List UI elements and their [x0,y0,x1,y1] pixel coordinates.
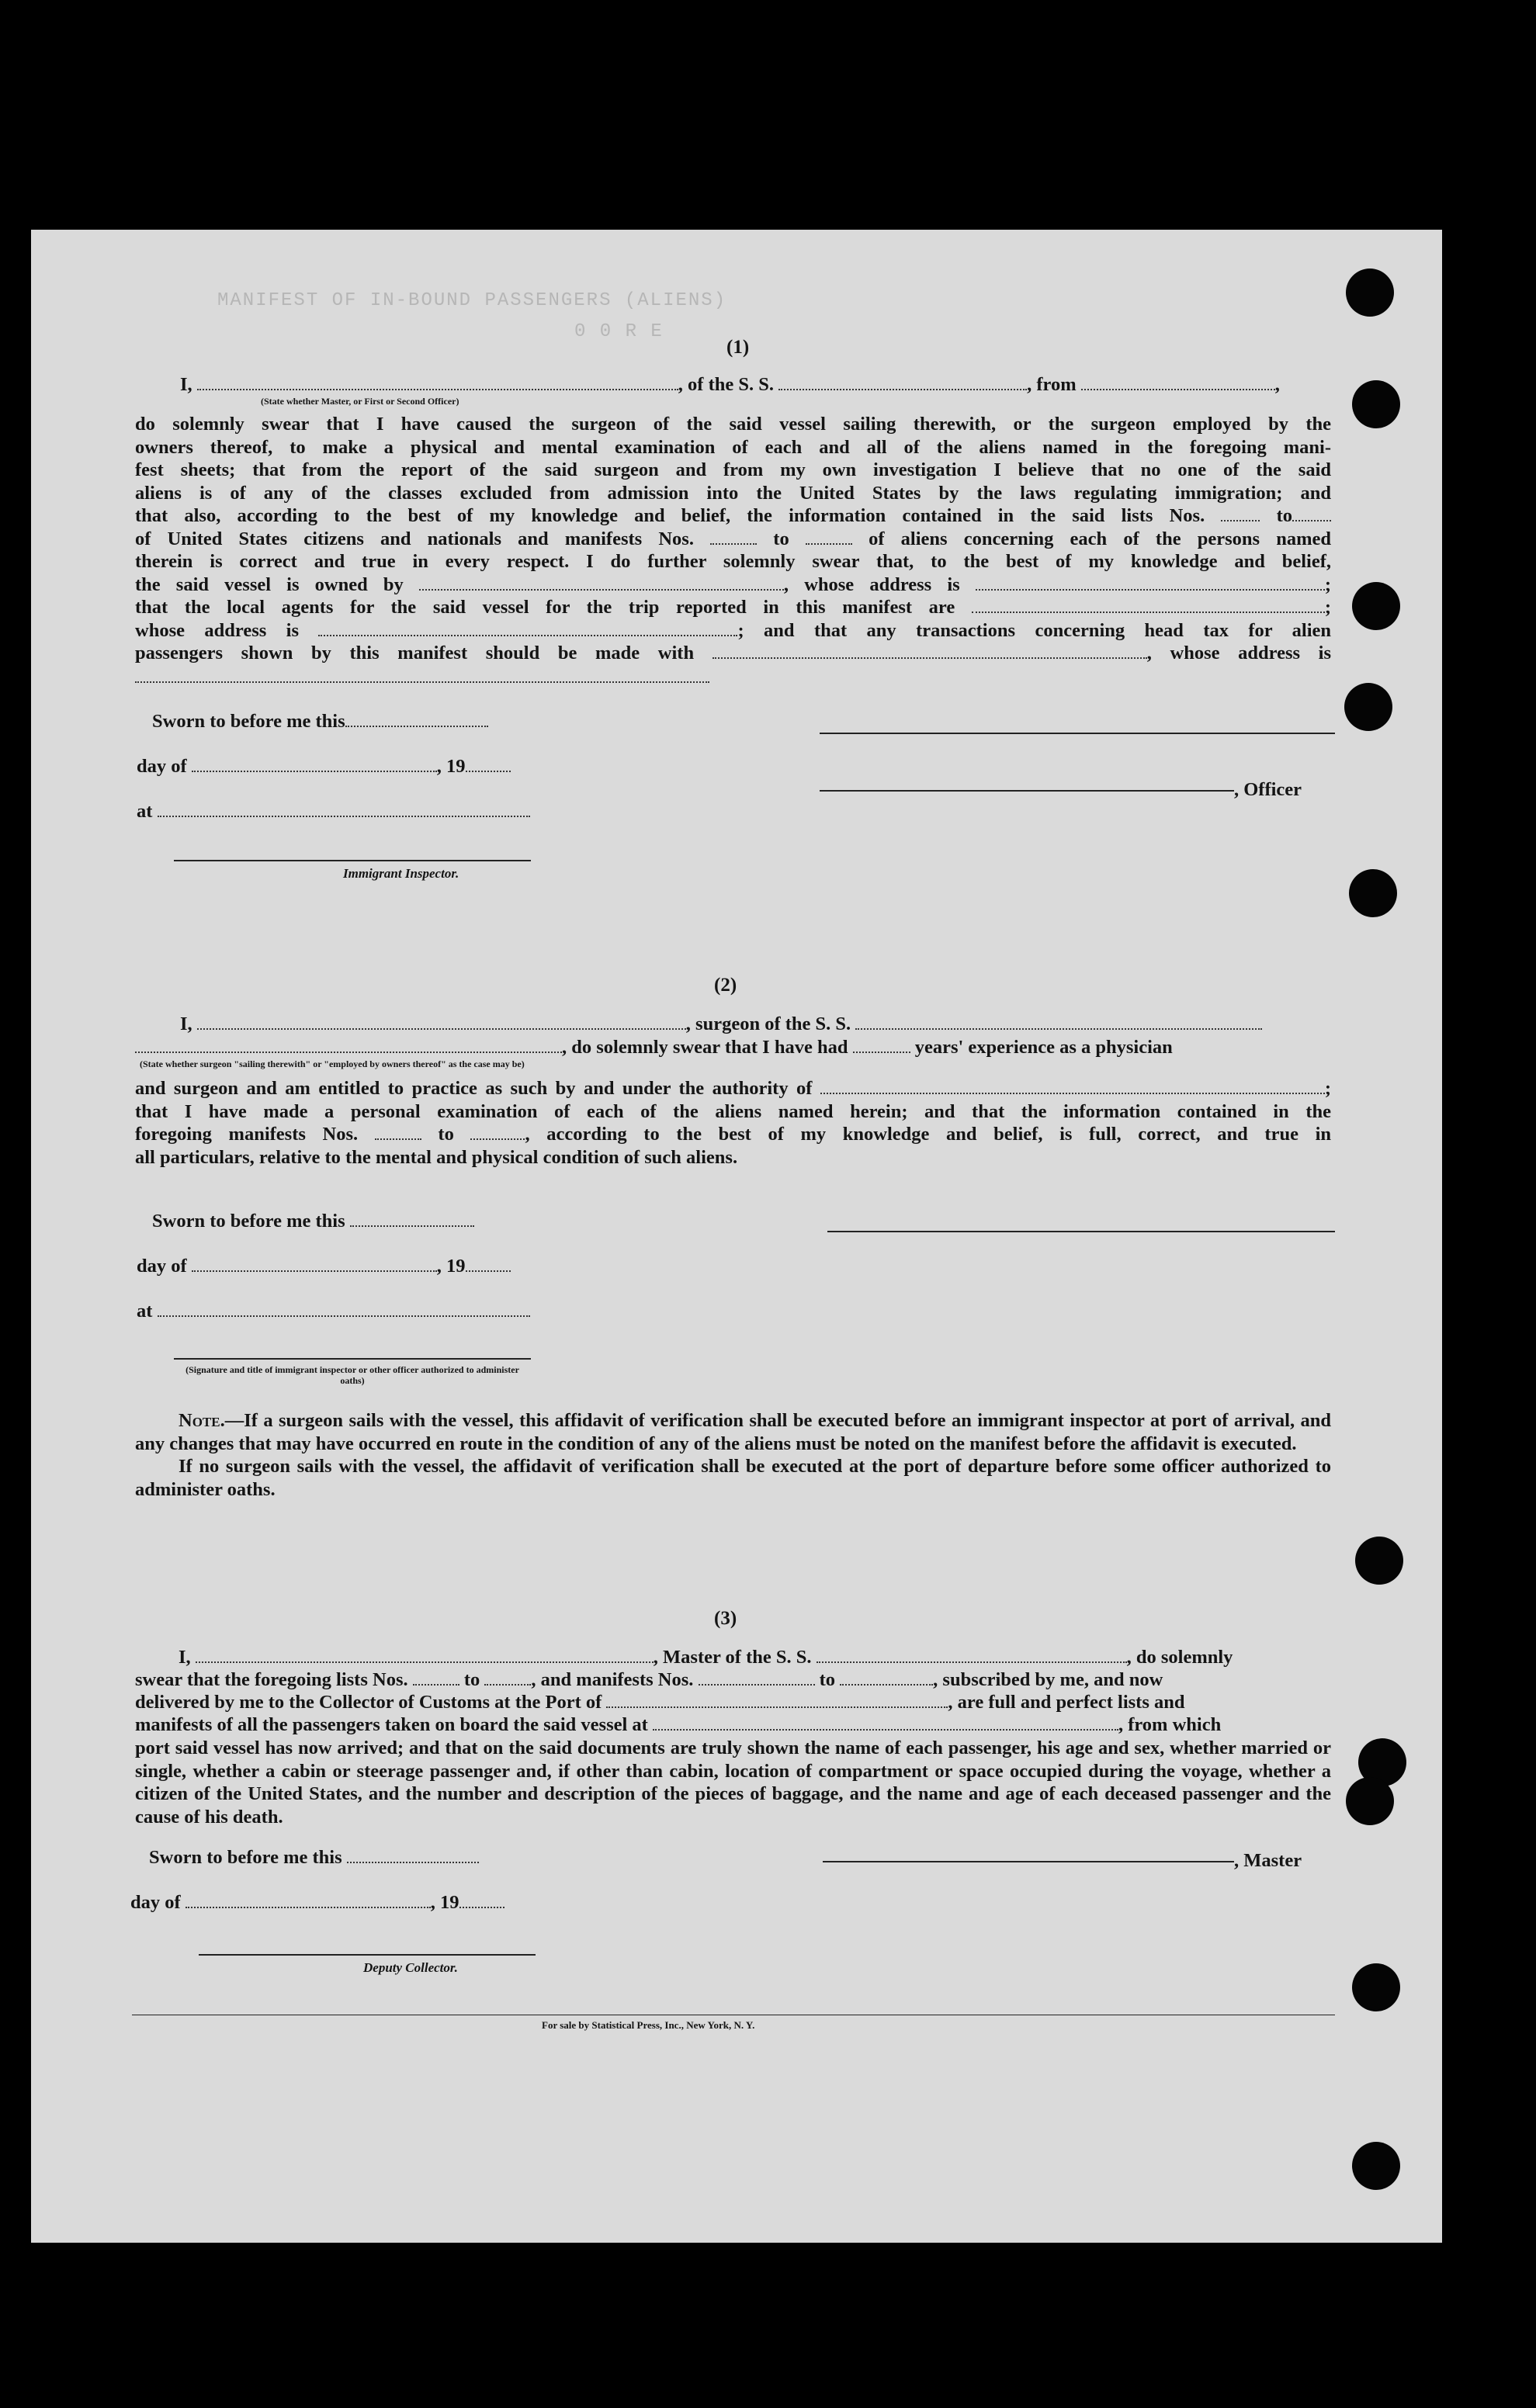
collector-signature-line [199,1954,536,1956]
text: ; and that any transactions concerning head tax for alien [737,619,1332,641]
port-from-field[interactable] [1081,375,1275,390]
text: , whose address is [783,573,960,595]
sworn-day-field[interactable] [345,712,488,727]
year-field[interactable] [466,1256,511,1272]
section2-line1 [180,1013,1262,1035]
list-no-from[interactable] [1221,506,1260,521]
text: ; [1324,597,1332,618]
ship-name-field[interactable] [817,1647,1127,1663]
caption-surgeon: (State whether surgeon "sailing therewith" or "employed by owners thereof" as the case may be) [140,1058,525,1069]
body-line [135,504,1331,528]
list-no-to[interactable] [484,1670,531,1686]
text: , and manifests Nos. [531,1669,694,1690]
text: I, [180,1013,192,1034]
punch-hole [1355,1537,1403,1585]
place-field[interactable] [158,802,530,817]
text: to [438,1124,454,1145]
text: to [1276,505,1293,526]
text: I, [180,374,192,395]
section3-line3 [135,1692,1185,1713]
manifest-affidavit-sheet [31,230,1442,2243]
punch-hole [1352,1963,1400,2011]
text: , 19 [436,1256,466,1277]
text: delivered by me to the Collector of Customs at the Port of [135,1692,602,1713]
text: I, [179,1647,191,1668]
inspector-signature-line [174,860,531,861]
body-line [135,573,1331,597]
text: Sworn to before me this [149,1847,342,1868]
text: , do solemnly swear that I have had [562,1037,848,1058]
head-tax-field[interactable] [713,643,1147,659]
agents-address-field[interactable] [318,621,737,636]
text: , surgeon of the S. S. [685,1013,851,1034]
sworn-day-field[interactable] [350,1211,474,1227]
text: , from which [1118,1714,1222,1735]
address-continuation-line [135,681,709,683]
punch-hole [1346,269,1394,317]
section-number-3: (3) [714,1608,737,1629]
master-signature-field[interactable] [823,1861,1234,1862]
text: , of the S. S. [678,374,774,395]
text: Sworn to before me this [152,1211,345,1232]
manifest-no-from[interactable] [375,1124,421,1140]
punch-hole [1344,683,1392,731]
sworn-day-field[interactable] [347,1848,479,1863]
officer-line [820,779,1302,801]
place-field[interactable] [158,1301,530,1317]
text: ; [1324,573,1332,595]
text: , according to the best of my knowledge and belief, is full, correct, and true in [525,1124,1332,1145]
body-line [135,1077,1331,1100]
month-field[interactable] [192,757,437,772]
body-line [135,528,1331,551]
day-of-line [130,1892,504,1914]
body-line: do solemnly swear that I have caused the surgeon of the said vessel sailing therewith, or the surgeon employed by the [135,414,1331,435]
ship-name-field[interactable] [778,375,1027,390]
inspector-signature-line [174,1358,531,1360]
year-field[interactable] [466,757,511,772]
text: Sworn to before me this [152,711,345,732]
embark-port-field[interactable] [653,1715,1118,1731]
body-line: therein is correct and true in every respect. I do further solemnly swear that, to the best of my knowledge and belief, [135,551,1331,572]
body-line: that I have made a personal examination of each of the aliens named herein; and that the information contained in the [135,1100,1331,1122]
text: to [463,1669,480,1690]
officer-signature-line[interactable] [820,790,1234,792]
section3-line1 [179,1647,1233,1668]
section3-line2 [135,1669,1163,1691]
body-line [135,596,1331,619]
at-line [137,1301,530,1322]
manifest-no-from[interactable] [699,1670,815,1686]
caption-rank: (State whether Master, or First or Second Officer) [261,396,459,407]
text: the said vessel is owned by [135,573,404,595]
manifest-no-from[interactable] [710,529,757,545]
punch-hole [1349,869,1397,917]
section-number-2: (2) [714,975,737,996]
text: , Master of the S. S. [653,1647,812,1668]
text: to [773,528,789,549]
text: , 19 [436,756,466,777]
text: of United States citizens and nationals and manifests Nos. [135,528,694,549]
text: foregoing manifests Nos. [135,1124,359,1145]
owner-address-field[interactable] [976,575,1325,591]
text: , from [1027,374,1077,395]
body-line: owners thereof, to make a physical and mental examination of each and all of the aliens named in the foregoing mani- [135,436,1331,458]
manifest-no-to[interactable] [806,529,852,545]
year-field[interactable] [459,1893,504,1908]
sworn-line [152,1211,474,1232]
text: day of [130,1892,181,1913]
surgeon-name-field[interactable] [197,1014,686,1030]
list-no-to[interactable] [1292,506,1331,521]
body-line: all particulars, relative to the mental and physical condition of such aliens. [135,1146,738,1168]
text: , 19 [430,1892,459,1913]
section3-body [135,1737,1331,1828]
day-of-line [137,1256,511,1277]
bleed-through-text: MANIFEST OF IN-BOUND PASSENGERS (ALIENS) [217,290,727,311]
master-name-field[interactable] [197,375,678,390]
body-line: fest sheets; that from the report of the said surgeon and from my own investigation I believe that no one of the said [135,459,1331,480]
text: day of [137,1256,187,1277]
section2-line2 [135,1037,1173,1058]
text: passengers shown by this manifest should be made with [135,643,695,663]
month-field[interactable] [192,1256,437,1272]
port-field[interactable] [606,1693,948,1708]
body-text: port said vessel has now arrived; and that on the said documents are truly shown the name of each passenger, his age and sex, whether married or single, whether a cabin or steerage passenger and, if other than cabin, location of compartment or space occupied during the voyage, whether a citizen of the United States, and the number and description of the pieces of baggage, and the name and age of each deceased passenger and the cause of his death. [135,1738,1331,1828]
text: of aliens concerning each of the persons named [869,528,1332,549]
ship-name-field[interactable] [855,1014,1262,1030]
section2-body [135,1077,1331,1169]
master-name-field[interactable] [196,1647,654,1663]
section-number-1: (1) [726,337,750,358]
text: , [1274,374,1280,395]
text: day of [137,756,187,777]
section3-line4 [135,1714,1221,1736]
text: that the local agents for the said vessel for the trip reported in this manifest are [135,597,955,618]
body-line: aliens is of any of the classes excluded from admission into the United States by the laws regulating immigration; and [135,482,1331,504]
text: , Officer [1234,779,1302,800]
punch-hole [1352,582,1400,630]
section1-body [135,413,1331,665]
at-line [137,801,530,823]
text: , whose address is [1146,643,1332,663]
section1-line1 [180,374,1280,396]
note-text [135,1409,1331,1455]
punch-hole [1346,1777,1394,1825]
body-line [135,642,1331,665]
text: , subscribed by me, and now [933,1669,1163,1690]
signature-line [820,733,1335,734]
text: manifests of all the passengers taken on board the said vessel at [135,1714,648,1735]
body-line [135,619,1331,643]
bleed-through-text: 0 0 R E [574,321,664,342]
caption-signature: (Signature and title of immigrant inspector or other officer authorized to administer oaths) [185,1364,519,1386]
owner-field[interactable] [419,575,784,591]
text: at [137,801,153,822]
agents-field[interactable] [972,598,1325,613]
text: , do solemnly [1126,1647,1233,1668]
note-label: Note. [179,1410,225,1431]
text: and surgeon and am entitled to practice as such by and under the authority of [135,1078,813,1099]
text: years' experience as a physician [914,1037,1173,1058]
manifest-no-to[interactable] [840,1670,933,1686]
years-field[interactable] [853,1038,910,1053]
punch-hole [1352,380,1400,428]
text: swear that the foregoing lists Nos. [135,1669,408,1690]
authority-field[interactable] [820,1079,1325,1094]
manifest-no-to[interactable] [470,1124,525,1140]
printer-footer: For sale by Statistical Press, Inc., New York, N. Y. [542,2019,755,2031]
text: that also, according to the best of my knowledge and belief, the information contained in the said lists Nos. [135,505,1205,526]
text: to [819,1669,836,1690]
punch-hole [1352,2142,1400,2190]
month-field[interactable] [185,1893,431,1908]
sworn-line [149,1847,479,1869]
text: whose address is [135,619,300,641]
day-of-line [137,756,511,778]
text: at [137,1301,153,1322]
collector-label: Deputy Collector. [363,1960,458,1975]
text: ; [1324,1078,1332,1099]
list-no-from[interactable] [413,1670,459,1686]
master-signature-line [823,1850,1302,1872]
text: , Master [1234,1850,1302,1871]
sworn-line [152,711,488,733]
surgeon-signature-line [827,1231,1335,1232]
text: —If a surgeon sails with the vessel, this affidavit of verification shall be executed before an immigrant inspector at port of arrival, and any changes that may have occurred en route in the condition of any of the aliens must be noted on the manifest before the affidavit is executed. [135,1410,1331,1454]
text: , are full and perfect lists and [948,1692,1185,1713]
note-paragraph [135,1409,1331,1501]
surgeon-status-field[interactable] [135,1038,562,1053]
inspector-label: Immigrant Inspector. [343,866,459,881]
note-text: If no surgeon sails with the vessel, the affidavit of verification shall be executed at the port of departure before some officer authorized to administer oaths. [135,1456,1331,1500]
body-line [135,1123,1331,1146]
